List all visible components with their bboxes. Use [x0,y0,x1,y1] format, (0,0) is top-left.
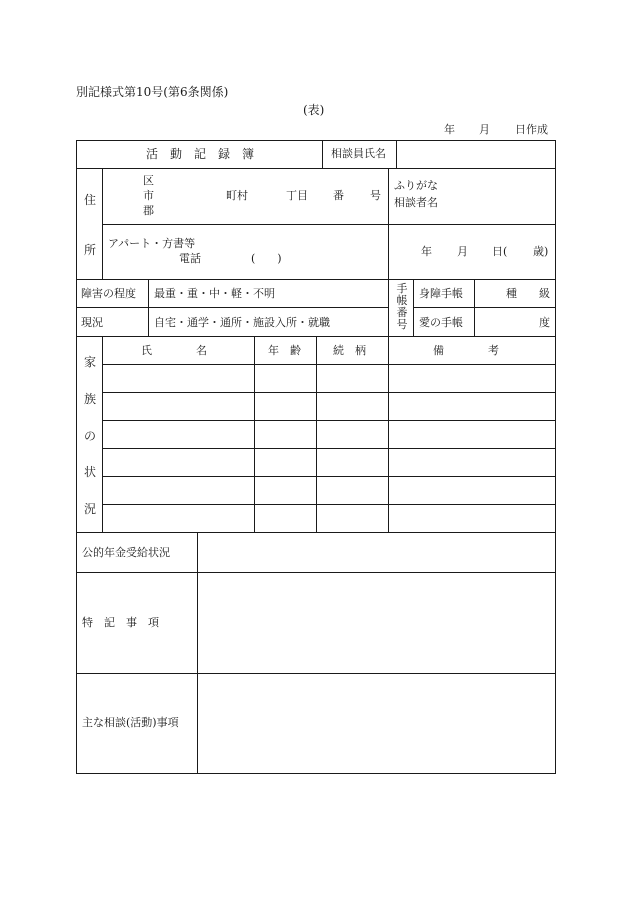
current-status-label: 現況 [81,316,103,329]
physical-grade-label: 種 級 [506,287,550,300]
rule-notebook-left [388,279,389,336]
form-reference: 別記様式第10号(第6条関係) [76,85,229,99]
public-pension-label: 公的年金受給状況 [82,546,170,559]
ku-label: 区 [143,174,154,187]
rule-address-label-col [102,168,103,279]
birth-month-label: 月 [457,245,468,258]
counselor-name-label: 相談員氏名 [331,147,386,160]
rule-counselor-label-divider [396,140,397,168]
apartment-label: アパート・方書等 [108,237,196,250]
sheet-side-label: (表) [303,103,325,117]
rule-address-right-col [388,168,389,279]
rule-family-bottom [76,532,556,533]
furigana-label: ふりがな [394,179,438,192]
family-label-char: 況 [84,502,97,516]
rule-notebook-middle [413,307,556,308]
phone-label: 電話 [179,252,201,265]
family-age-header: 年 齢 [268,344,301,357]
special-notes-field[interactable] [199,574,554,672]
date-year-label: 年 [444,123,455,136]
address-field[interactable] [105,171,385,275]
date-day-created-label: 日作成 [515,123,548,136]
choume-label: 丁目 [286,189,308,202]
current-status-options[interactable]: 自宅・通学・通所・施設入所・就職 [154,316,330,329]
rule-disability-label-col [148,279,149,336]
phone-area-code-paren: ( ) [251,252,282,265]
rule-notebook-type-right [474,279,475,336]
rule-address-right-middle [388,224,556,225]
client-name-field[interactable] [445,172,553,220]
public-pension-field[interactable] [199,534,554,571]
rule-notebook-label-right [413,279,414,336]
chouson-label: 町村 [226,189,248,202]
special-notes-label: 特 記 事 項 [82,616,159,629]
form-title: 活 動 記 録 簿 [146,147,255,161]
age-label: 歳) [533,245,549,258]
counselor-name-field[interactable] [398,142,554,166]
notebook-number-label: 手帳番号 [396,282,408,331]
family-label-char: 族 [84,392,97,406]
address-label-bottom: 所 [84,243,97,257]
family-name-header: 氏 名 [141,344,207,357]
rule-pension-bottom [76,572,556,573]
family-table-body[interactable] [103,365,555,531]
family-remarks-header: 備 考 [433,344,499,357]
disability-level-options[interactable]: 最重・重・中・軽・不明 [154,287,275,300]
ai-notebook-label: 愛の手帳 [419,316,463,329]
gun-label: 郡 [143,204,154,217]
family-label-char: 状 [84,465,97,479]
family-label-char: 家 [84,355,97,369]
gou-label: 号 [370,189,381,202]
physical-disability-notebook-label: 身障手帳 [419,287,463,300]
client-name-label: 相談者名 [394,196,438,209]
family-label-char: の [84,429,97,443]
date-month-label: 月 [479,123,490,136]
birth-year-label: 年 [421,245,432,258]
family-relation-header: 続 柄 [333,344,366,357]
main-consultation-label: 主な相談(活動)事項 [82,716,179,729]
rule-title-bottom [76,168,556,169]
disability-level-label: 障害の程度 [81,287,136,300]
rule-disability-bottom [76,307,388,308]
shi-label: 市 [143,189,154,202]
ban-label: 番 [333,189,344,202]
rule-special-bottom [76,673,556,674]
main-consultation-field[interactable] [199,675,554,772]
birth-day-label: 日( [492,245,508,258]
rule-title-divider [322,140,323,168]
rule-bottom-label-col [197,532,198,774]
address-label-top: 住 [84,193,97,207]
ai-notebook-degree-label: 度 [539,316,550,329]
